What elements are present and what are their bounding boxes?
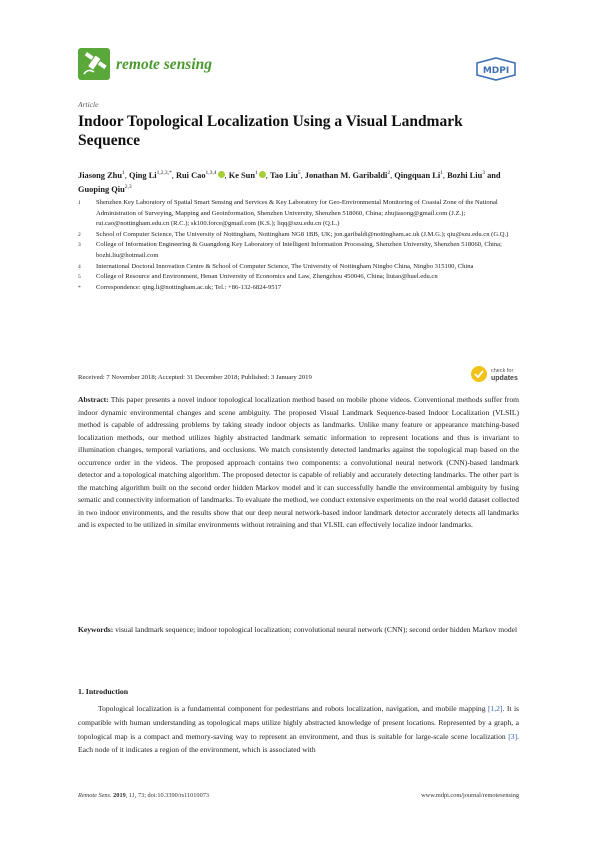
- author-name: Jiasong Zhu: [78, 171, 122, 180]
- author-name: Bozhi Liu: [447, 171, 483, 180]
- author-name: Jonathan M. Garibaldi: [304, 171, 388, 180]
- mdpi-logo-text: MDPI: [482, 66, 510, 76]
- affiliation-text: College of Resource and Environment, Henan University of Economics and Law, Zhengzhou 450046, China; liutao@huel.edu.cn: [96, 273, 438, 281]
- affiliation-text: Correspondence: qing.li@nottingham.ac.uk; Tel.: +86-132-6824-9517: [96, 283, 282, 291]
- affiliation-number: 1: [78, 200, 81, 206]
- keywords-label: Keywords:: [78, 625, 114, 634]
- affiliations: [78, 198, 523, 293]
- footer-journal-abbr: Remote Sens.: [78, 792, 112, 799]
- affiliation-text: School of Computer Science, The University of Nottingham, Nottingham NG8 1BB, UK; jon.garibaldi@nottingham.ac.uk (J.M.G.); qiu@szu.edu.cn (G.Q.): [96, 230, 509, 238]
- affiliation-item: [78, 240, 523, 261]
- author-affil-sup: 1,3,4: [205, 170, 217, 177]
- author-affil-sup: 1: [122, 170, 125, 177]
- citation-link[interactable]: [3]: [508, 731, 518, 741]
- author-separator: ,: [224, 171, 229, 180]
- affiliation-item: [78, 262, 523, 273]
- intro-text-2: . It is compatible with human understanding as topological maps utilize highly abstracted knowledge of present locations. Represented by a graph, a topological map is a compact and memory-saving way to represent an environment, and thus is suitable for large-scale scene localization: [78, 704, 519, 741]
- author-affil-sup: 2,3: [124, 183, 132, 190]
- author-separator: and: [484, 171, 501, 180]
- publication-dates: Received: 7 November 2018; Accepted: 31 December 2018; Published: 3 January 2019: [78, 374, 312, 381]
- affiliation-item: [78, 198, 523, 230]
- author-name: Qing Li: [128, 171, 157, 180]
- journal-logo-icon: [78, 48, 110, 80]
- check-updates-line1: check for: [491, 368, 514, 374]
- affiliation-number: 5: [78, 274, 81, 281]
- footer-doi: , 73; doi:10.3390/rs11010073: [134, 792, 210, 799]
- author-name: Qingquan Li: [394, 171, 441, 180]
- footer-year: 2019: [113, 792, 126, 799]
- abstract-label: Abstract:: [78, 395, 109, 404]
- author-separator: ,: [442, 171, 448, 180]
- affiliation-number: 2: [78, 231, 81, 238]
- author-name: Guoping Qiu: [78, 184, 125, 194]
- author-name: Tao Liu: [269, 171, 298, 180]
- section-heading: 1. Introduction: [78, 687, 129, 696]
- affiliation-number: 4: [78, 263, 81, 270]
- affiliation-item: [78, 272, 523, 283]
- affiliation-item: [78, 230, 523, 241]
- author-affil-sup: 1,2,3,*: [156, 170, 172, 177]
- keywords: [78, 624, 519, 637]
- journal-name: remote sensing: [116, 56, 213, 73]
- author-name: Ke Sun: [228, 171, 256, 180]
- citation-link[interactable]: [1,2]: [487, 704, 503, 713]
- author-separator: ,: [171, 171, 176, 180]
- abstract-text: This paper presents a novel indoor topological localization method based on mobile phone videos. Conventional methods suffer from indoor dynamic environmental changes and scene ambiguity. The proposed Visual Landmark Sequence-based Indoor Localization (VLSIL) method is capable of addressing problems by taking steady indoor objects as landmarks. Unlike many feature or appearance matching-based localization methods, our method utilizes highly abstracted landmark sematic information to represent locations and thus is invariant to illumination changes, temporal variations, and occlusions. We match consistently detected landmarks against the topological map based on the occurrence order in the videos. The proposed approach contains two components: a convolutional neural network (CNN)-based landmark detector and a topological matching algorithm. The proposed detector is capable of reliably and accurately detecting landmarks. The other part is the matching algorithm built on the second order hidden Markov model and it can successfully handle the environmental ambiguity by fusing sematic and connectivity information of landmarks. To evaluate the method, we conduct extensive experiments on the real world dataset collected in two indoor environments, and the results show that our deep neural network-based indoor landmark detector accurately detects all landmarks and is expected to be utilized in similar environments without retraining and that VLSIL can effectively localize indoor landmarks.: [78, 395, 519, 530]
- author-separator: ,: [265, 171, 270, 180]
- author-affil-sup: 3: [482, 170, 485, 177]
- article-title: Indoor Topological Localization Using a Visual Landmark Sequence: [78, 113, 463, 149]
- author-affil-sup: 1: [440, 170, 443, 177]
- orcid-icon[interactable]: [259, 171, 266, 178]
- affiliation-number: 3: [78, 242, 81, 249]
- affiliation-item: [78, 283, 523, 294]
- mdpi-logo-icon: [473, 57, 519, 81]
- author-affil-sup: 5: [297, 170, 301, 177]
- keywords-text: visual landmark sequence; indoor topological localization; convolutional neural network (CNN); second order hidden Markov model: [115, 625, 518, 634]
- affiliation-number: *: [78, 284, 81, 291]
- affiliation-text: College of Information Engineering & Guangdong Key Laboratory of Intelligent Information Processing, Shenzhen University, Shenzhen 518060, China; bozhi.liu@hotmail.com: [96, 241, 502, 259]
- check-for-updates-badge[interactable]: [470, 363, 524, 385]
- author-list: [78, 169, 528, 196]
- check-updates-line2: updates: [491, 375, 518, 382]
- affiliation-text: International Doctoral Innovation Centre & School of Computer Science, The University of Nottingham Ningbo China, Ningbo 315100, China: [96, 262, 474, 270]
- author-affil-sup: 1: [255, 170, 258, 177]
- footer-volume: 11: [128, 792, 135, 799]
- author-separator: ,: [390, 171, 395, 180]
- affiliation-text: Shenzhen Key Laboratory of Spatial Smart Sensing and Services & Key Laboratory for Geo-Environmental Monitoring of Coastal Zone of the National Administration of Surveying, Mapping and Geoinformation, Shenzhen University, Shenzhen 518060, China; zhujiasong@gmail.com (J.Z.); rui.cao@nottingham.edu.cn (R.C.); sk100.force@gmail.com (K.S.); liqq@szu.edu.cn (Q.L.): [96, 199, 498, 228]
- author-affil-sup: 2: [387, 170, 391, 177]
- orcid-icon[interactable]: [218, 171, 225, 178]
- intro-text-3: . Each node of it indicates a region of the environment, which is associated with: [78, 731, 519, 755]
- author-separator: ,: [124, 171, 129, 180]
- footer-url[interactable]: www.mdpi.com/journal/remotesensing: [421, 792, 519, 799]
- author-separator: ,: [300, 171, 305, 180]
- intro-paragraph: [78, 702, 519, 757]
- intro-text-1: Topological localization is a fundamental component for pedestrians and robots localization, navigation, and mobile mapping: [98, 704, 488, 713]
- article-type: Article: [78, 100, 99, 109]
- footer-citation: Remote Sens. 2019, 11, 73; doi:10.3390/rs11010073: [78, 792, 210, 799]
- author-name: Rui Cao: [175, 171, 206, 180]
- abstract: [78, 394, 519, 532]
